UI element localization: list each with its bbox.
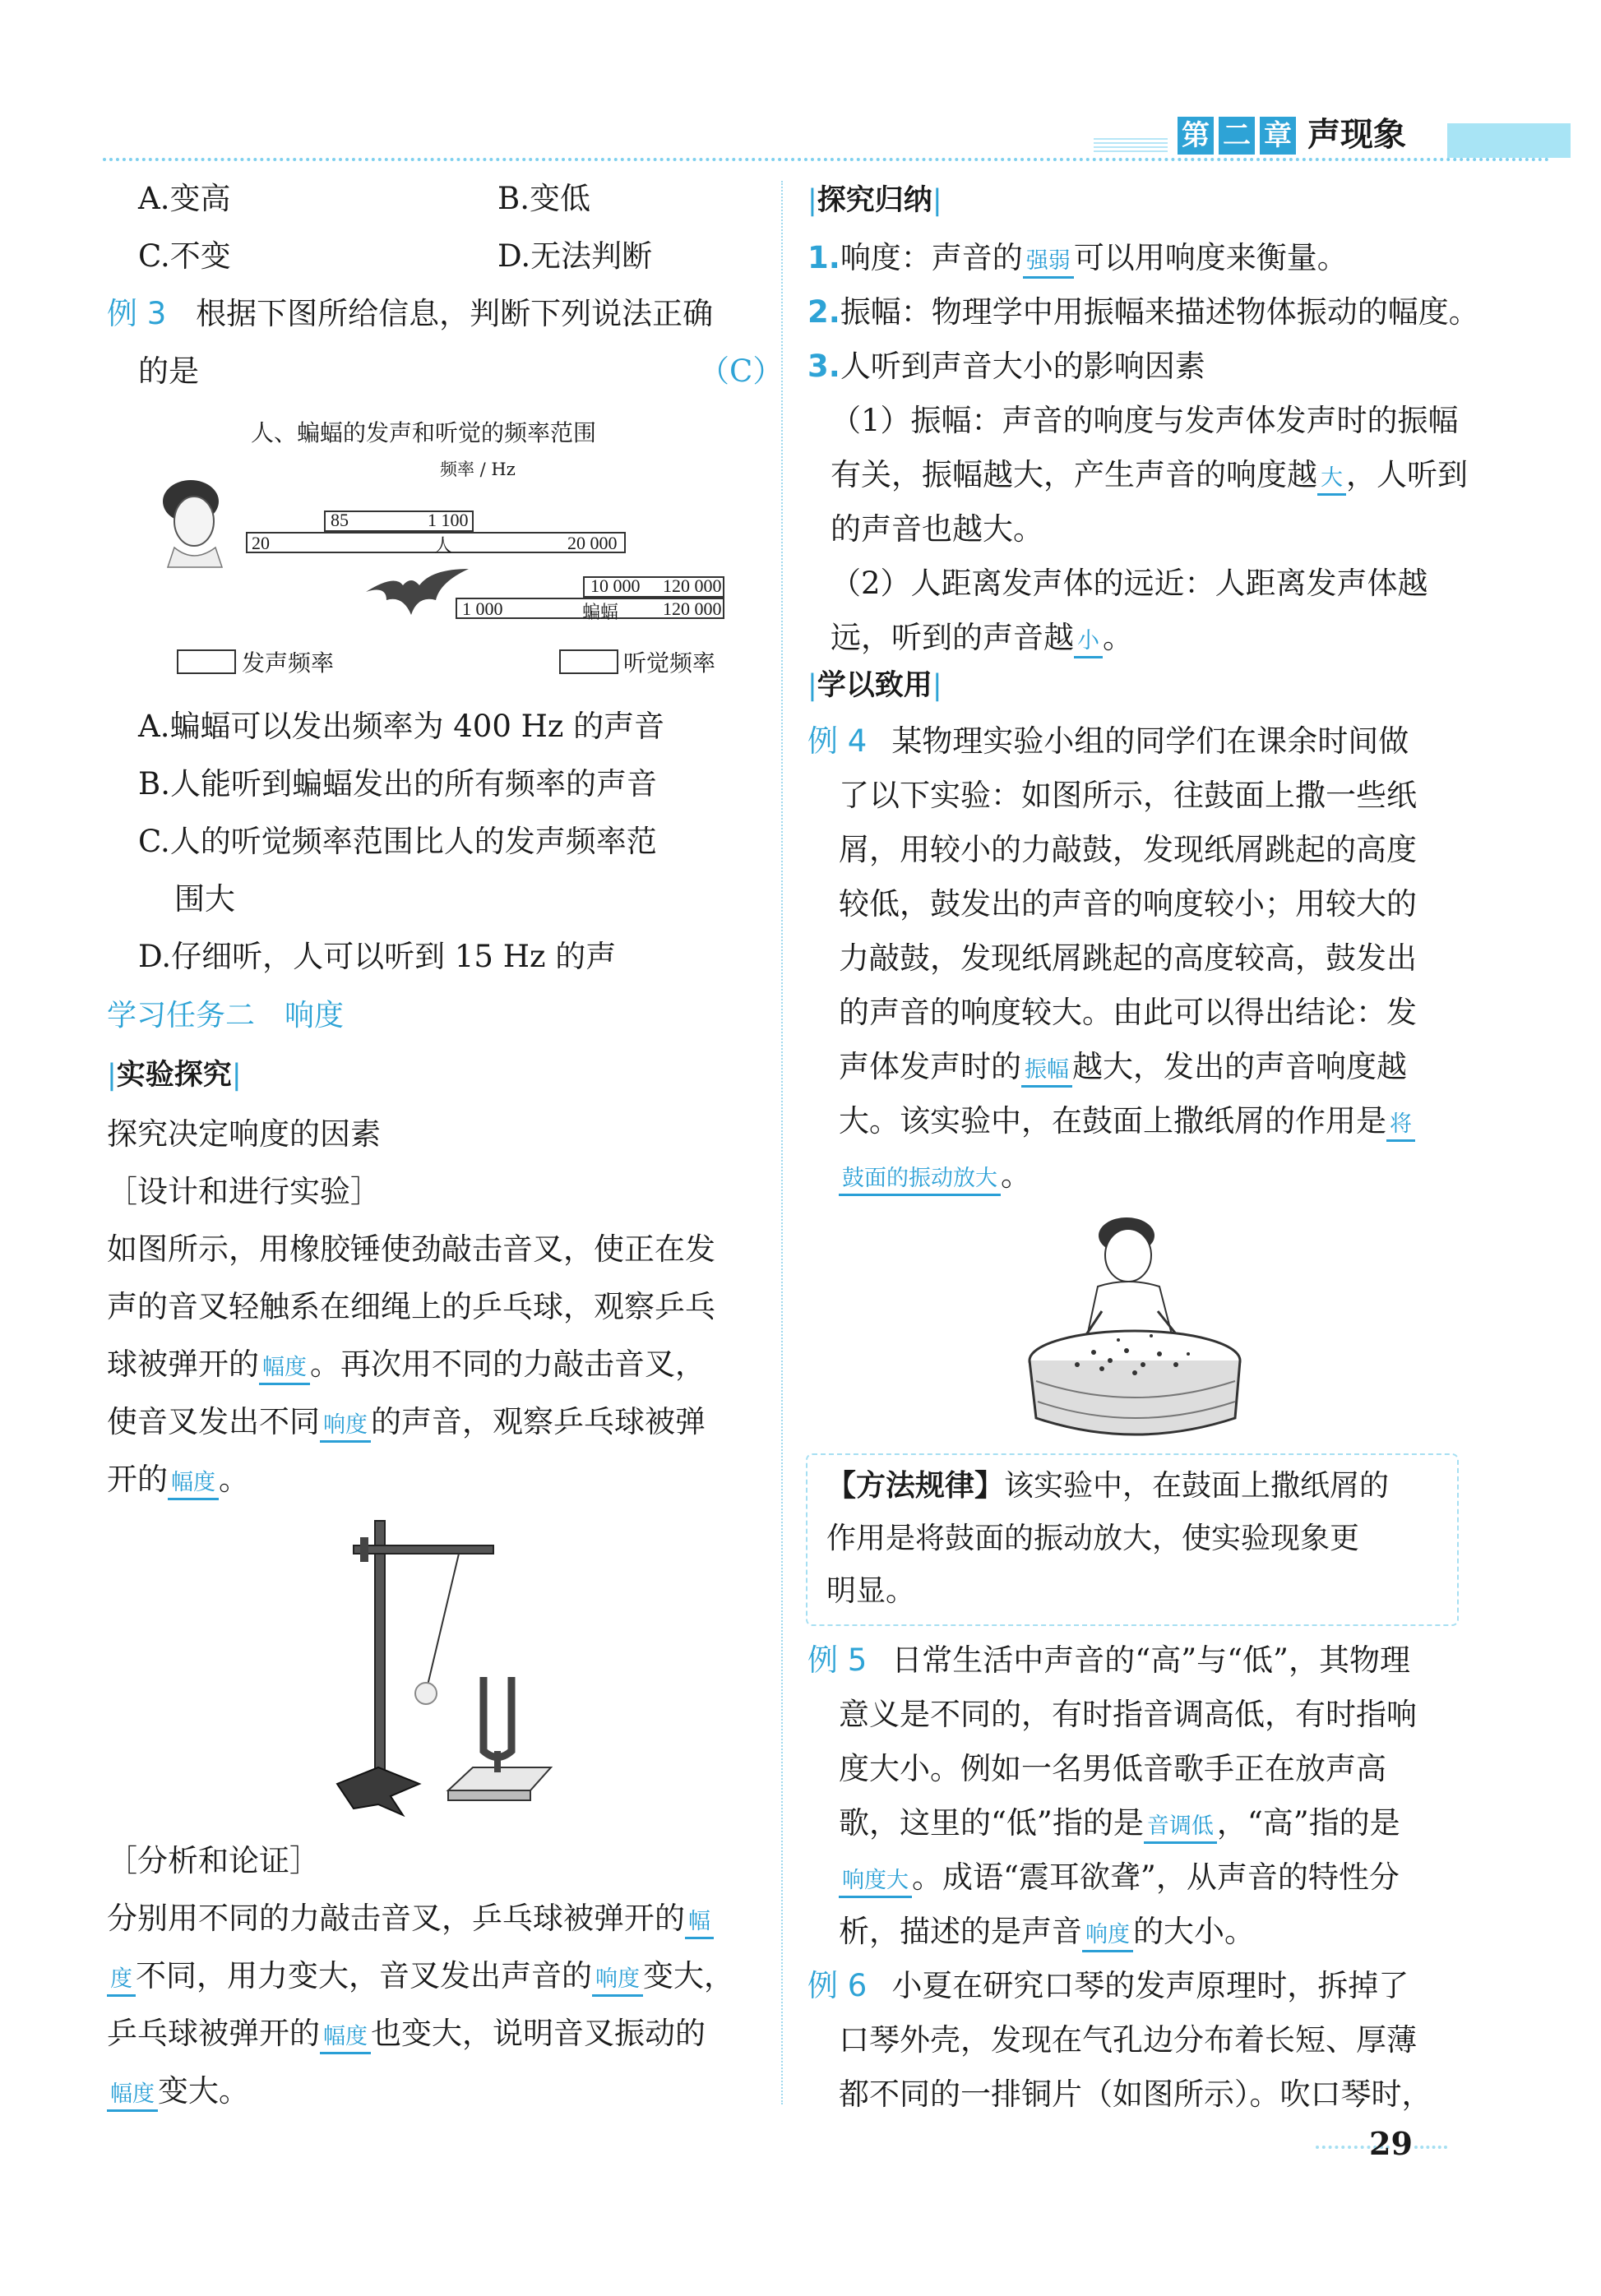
- example-5-line5: 响度大 。成语“震耳欲聋”，从声音的特性分: [839, 1851, 1400, 1904]
- example-4-label: 例 4: [807, 723, 868, 759]
- analysis-2: 度 不同，用力变大，音叉发出声音的 响度 变大，: [107, 1950, 734, 2003]
- ex3-option-d: D.仔细听，人可以听到 15 Hz 的声: [138, 939, 617, 974]
- chapter-box-2: 二: [1219, 117, 1255, 155]
- design-title: ［设计和进行实验］: [107, 1174, 381, 1209]
- example-3-text: 根据下图所给信息，判断下列说法正确: [196, 296, 714, 331]
- example-5: 例 5 日常生活中声音的“高”与“低”，其物理: [807, 1642, 1410, 1678]
- frequency-figure: [156, 411, 748, 691]
- example-5-line3: 度大小。例如一名男低音歌手正在放声高: [839, 1751, 1386, 1786]
- ex3-option-a: A.蝙蝠可以发出频率为 400 Hz 的声音: [138, 709, 665, 744]
- summary-1: 1.响度：声音的 强弱 可以用响度来衡量。: [807, 232, 1348, 284]
- bat-hear-low: 1 000: [462, 598, 503, 619]
- summary-3-2b: 远，听到的声音越 小 。: [831, 612, 1133, 664]
- chapter-box-1: 第: [1178, 117, 1214, 155]
- example-3-line2: 的是: [138, 353, 199, 389]
- bat-hear-high: 120 000: [663, 598, 722, 619]
- example-5-line6: 析，描述的是声音 响度 的大小。: [839, 1906, 1255, 1958]
- example-6-line2: 口琴外壳，发现在气孔边分布着长短、厚薄: [839, 2022, 1417, 2058]
- human-emit-high: 1 100: [428, 510, 469, 530]
- example-4-line2: 了以下实验：如图所示，往鼓面上撒一些纸: [839, 778, 1417, 813]
- para-5: 开的 幅度 。: [107, 1453, 249, 1506]
- answer-blank: 幅度: [320, 2022, 371, 2054]
- column-divider: [781, 181, 783, 2104]
- example-3-answer: [699, 345, 783, 398]
- figure-unit: 频率 / Hz: [440, 460, 516, 479]
- ping-pong-ball: [415, 1683, 437, 1704]
- answer-blank: 幅度: [259, 1353, 310, 1385]
- method-line1: 【方法规律】该实验中，在鼓面上撒纸屑的: [826, 1469, 1390, 1503]
- analysis-1: 分别用不同的力敲击音叉，乒乓球被弹开的 幅: [107, 1892, 714, 1945]
- example-6: 例 6 小夏在研究口琴的发声原理时，拆掉了: [807, 1968, 1409, 2003]
- answer-blank: 大: [1317, 464, 1346, 496]
- para-3: 球被弹开的 幅度 。再次用不同的力敲击音叉，: [107, 1338, 706, 1391]
- chapter-box-3: 章: [1260, 117, 1296, 155]
- human-label: 人: [434, 535, 453, 556]
- experiment-title: 探究决定响度的因素: [107, 1116, 381, 1152]
- summary-3-1a: （1）振幅：声音的响度与发声体发声时的振幅: [831, 403, 1459, 438]
- example-4-line3: 屑，用较小的力敲鼓，发现纸屑跳起的高度: [839, 832, 1417, 867]
- legend-hear-label: 听觉频率: [623, 649, 716, 677]
- answer-blank: 响度: [1082, 1920, 1133, 1952]
- human-hear-high: 20 000: [567, 533, 618, 553]
- method-line2: 作用是将鼓面的振动放大，使实验现象更: [826, 1522, 1360, 1555]
- example-6-label: 例 6: [807, 1968, 868, 2003]
- bat-illustration: [366, 569, 469, 615]
- answer-blank: 强弱: [1023, 247, 1074, 279]
- answer-blank: 音调低: [1144, 1812, 1217, 1844]
- section-summary: |探究归纳|: [807, 184, 942, 217]
- legend-emit-label: 发声频率: [242, 649, 335, 677]
- example-3: [107, 288, 713, 340]
- answer-blank: 将: [1386, 1110, 1415, 1142]
- legend-emit-swatch: [177, 649, 236, 674]
- summary-2: 2.振幅：物理学中用振幅来描述物体振动的幅度。: [807, 294, 1479, 330]
- example-6-line3: 都不同的一排铜片（如图所示）。吹口琴时，: [839, 2077, 1432, 2112]
- section-apply-label: 学以致用: [817, 669, 932, 702]
- figure-title: 人、蝙蝠的发声和听觉的频率范围: [251, 419, 597, 446]
- ex3-option-c: C.人的听觉频率范围比人的发声频率范: [138, 824, 657, 859]
- page-number-dots-right: [1414, 2146, 1447, 2149]
- legend-hear-swatch: [559, 649, 618, 674]
- section-experiment: |实验探究|: [107, 1059, 242, 1092]
- example-4-line4: 较低，鼓发出的声音的响度较小；用较大的: [839, 886, 1417, 922]
- answer-paren-close: ）: [752, 353, 784, 389]
- analysis-4: 幅度 变大。: [107, 2065, 249, 2118]
- answer-blank: 鼓面的振动放大: [839, 1164, 1001, 1196]
- header-dotted-line: [103, 158, 1550, 161]
- summary-3-2a: （2）人距离发声体的远近：人距离发声体越: [831, 566, 1428, 601]
- section-apply: |学以致用|: [807, 669, 942, 702]
- bat-emit-low: 10 000: [590, 575, 641, 596]
- answer-blank: 小: [1074, 626, 1103, 658]
- example-3-label: 例 3: [107, 296, 167, 331]
- page-number: 29: [1369, 2125, 1413, 2162]
- drum-figure: [1020, 1204, 1258, 1443]
- option-d: D.无法判断: [497, 238, 653, 274]
- answer-paren-open: （: [699, 353, 729, 389]
- section-experiment-label: 实验探究: [116, 1059, 232, 1092]
- example-4-line7: 声体发声时的 振幅 越大，发出的声音响度越: [839, 1041, 1407, 1093]
- frequency-bars: [156, 477, 748, 658]
- bat-label: 蝙蝠: [582, 602, 619, 622]
- answer-blank: 幅: [685, 1907, 714, 1939]
- human-hear-low: 20: [252, 533, 270, 553]
- summary-3-1d: 的声音也越大。: [831, 511, 1043, 547]
- summary-3-1b: 有关，振幅越大，产生声音的响度越 大 ，人听到: [831, 449, 1468, 501]
- example-5-line2: 意义是不同的，有时指音调高低，有时指响: [839, 1697, 1417, 1732]
- answer-blank: 响度大: [839, 1866, 912, 1898]
- header-stripes: [1094, 138, 1168, 155]
- ex3-option-c-cont: 围大: [174, 881, 235, 917]
- para-4: 使音叉发出不同 响度 的声音，观察乒乓球被弹: [107, 1396, 706, 1448]
- option-a: A.变高: [138, 181, 231, 216]
- example-5-label: 例 5: [807, 1642, 868, 1678]
- answer-blank: 幅度: [168, 1468, 219, 1500]
- answer-blank: 幅度: [107, 2080, 158, 2112]
- chapter-title: 声现象: [1307, 116, 1406, 154]
- option-b: B.变低: [497, 181, 590, 216]
- task-2-heading: 学习任务二 响度: [107, 999, 345, 1033]
- para-2: 声的音叉轻触系在细绳上的乒乓球，观察乒乓: [107, 1289, 715, 1324]
- header-band: [1447, 123, 1571, 158]
- answer-blank: 响度: [592, 1965, 643, 1997]
- section-summary-label: 探究归纳: [817, 184, 932, 217]
- answer-choice: C: [729, 353, 753, 389]
- analysis-title: ［分析和论证］: [107, 1843, 320, 1878]
- example-4: 例 4 某物理实验小组的同学们在课余时间做: [807, 723, 1409, 759]
- answer-blank: 度: [107, 1965, 136, 1997]
- para-1: 如图所示，用橡胶锤使劲敲击音叉，使正在发: [107, 1231, 715, 1267]
- example-4-line8: 大。该实验中，在鼓面上撒纸屑的作用是 将: [839, 1095, 1415, 1148]
- answer-blank: 响度: [320, 1411, 371, 1443]
- option-c: C.不变: [138, 238, 231, 274]
- method-label: 【方法规律】: [826, 1469, 1005, 1503]
- woman-illustration: [163, 480, 222, 567]
- example-4-line6: 的声音的响度较大。由此可以得出结论：发: [839, 995, 1417, 1030]
- method-line3: 明显。: [826, 1574, 916, 1608]
- tuning-fork-figure: [321, 1513, 567, 1817]
- bat-emit-high: 120 000: [663, 575, 722, 596]
- example-4-line5: 力敲鼓，发现纸屑跳起的高度较高，鼓发出: [839, 940, 1417, 976]
- analysis-3: 乒乓球被弹开的 幅度 也变大，说明音叉振动的: [107, 2007, 706, 2060]
- ex3-option-b: B.人能听到蝙蝠发出的所有频率的声音: [138, 766, 657, 802]
- human-emit-low: 85: [331, 510, 349, 530]
- example-5-line4: 歌，这里的“低”指的是 音调低 ，“高”指的是: [839, 1797, 1400, 1850]
- example-4-line9: 鼓面的振动放大 。: [839, 1149, 1031, 1202]
- summary-3: 3.人听到声音大小的影响因素: [807, 349, 1205, 384]
- answer-blank: 振幅: [1021, 1056, 1072, 1088]
